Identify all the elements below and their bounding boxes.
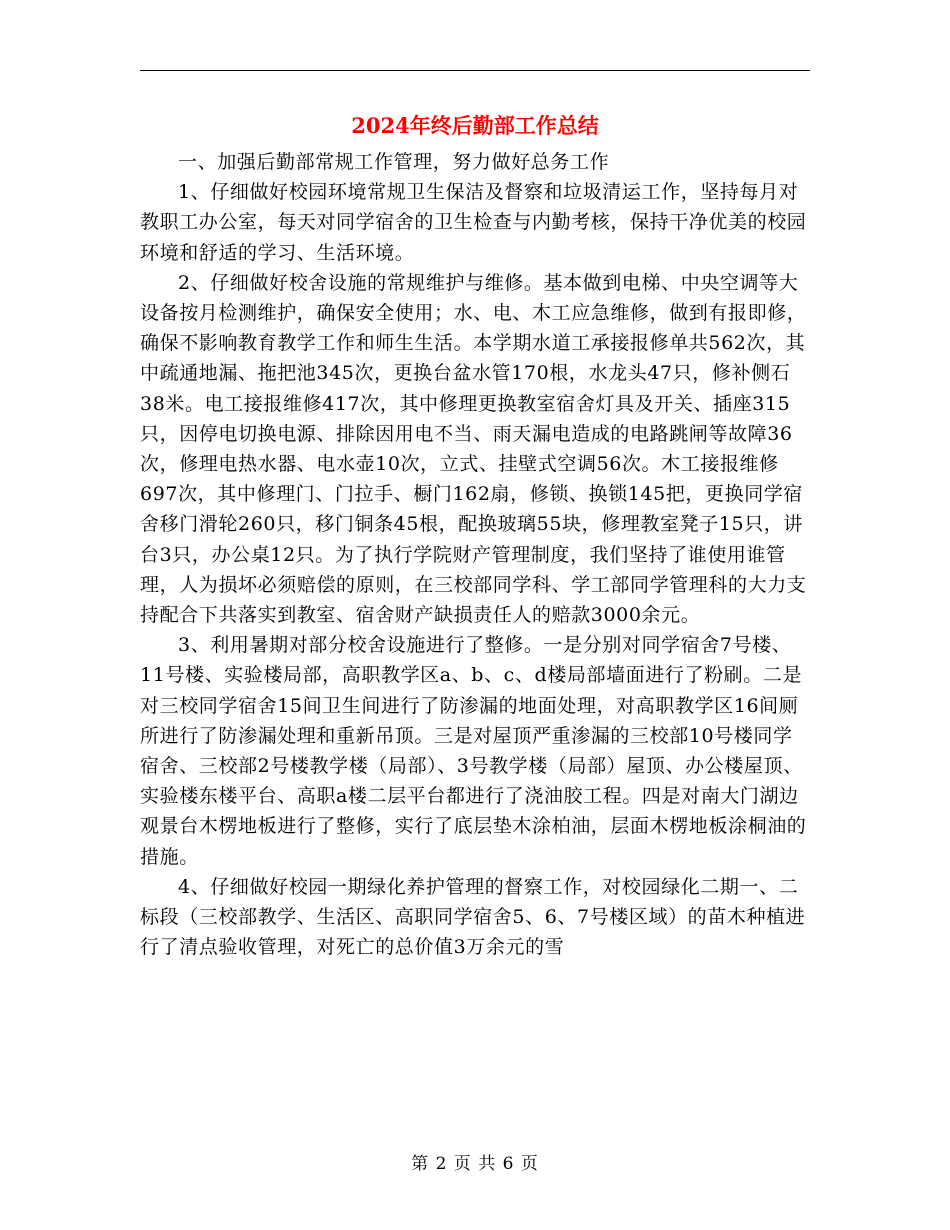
document-body [140, 147, 812, 962]
paragraph-3: 3、利用暑期对部分校舍设施进行了整修。一是分别对同学宿舍7号楼、11号楼、实验楼局部，高职教学区a、b、c、d楼局部墙面进行了粉刷。二是对三校同学宿舍15间卫生间进行了防渗漏的地面处理，对高职教学区16间厕所进行了防渗漏处理和重新吊顶。三是对屋顶严重渗漏的三校部10号楼同学宿舍、三校部2号楼教学楼（局部）、3号教学楼（局部）屋顶、办公楼屋顶、实验楼东楼平台、高职a楼二层平台都进行了浇油胶工程。四是对南大门湖边观景台木楞地板进行了整修，实行了底层垫木涂柏油，层面木楞地板涂桐油的措施。 [140, 634, 807, 868]
page-number: 第 2 页 共 6 页 [411, 1154, 539, 1174]
section-heading: 一、加强后勤部常规工作管理，努力做好总务工作 [178, 151, 610, 173]
paragraph-1: 1、仔细做好校园环境常规卫生保洁及督察和垃圾清运工作，坚持每月对教职工办公室，每天对同学宿舍的卫生检查与内勤考核，保持干净优美的校园环境和舒适的学习、生活环境。 [140, 181, 807, 264]
document-title: 2024年终后勤部工作总结 [351, 113, 599, 138]
paragraph-2: 2、仔细做好校舍设施的常规维护与维修。基本做到电梯、中央空调等大设备按月检测维护，确保安全使用；水、电、木工应急维修，做到有报即修，确保不影响教育教学工作和师生生活。本学期水道工承接报修单共562次，其中疏通地漏、拖把池345次，更换台盆水管170根，水龙头47只，修补侧石38米。电工接报维修417次，其中修理更换教室宿舍灯具及开关、插座315只，因停电切换电源、排除因用电不当、雨天漏电造成的电路跳闸等故障36次，修理电热水器、电水壶10次，立式、挂壁式空调56次。木工接报维修697次，其中修理门、门拉手、橱门162扇，修锁、换锁145把，更换同学宿舍移门滑轮260只，移门铜条45根，配换玻璃55块，修理教室凳子15只，讲台3只，办公桌12只。为了执行学院财产管理制度，我们坚持了谁使用谁管理，人为损坏必须赔偿的原则，在三校部同学科、学工部同学管理科的大力支持配合下共落实到教室、宿舍财产缺损责任人的赔款3000余元。 [140, 271, 807, 627]
paragraph-4: 4、仔细做好校园一期绿化养护管理的督察工作，对校园绿化二期一、二标段（三校部教学、生活区、高职同学宿舍5、6、7号楼区域）的苗木种植进行了清点验收管理，对死亡的总价值3万余元的雪 [140, 875, 806, 959]
header-rule [140, 70, 810, 71]
